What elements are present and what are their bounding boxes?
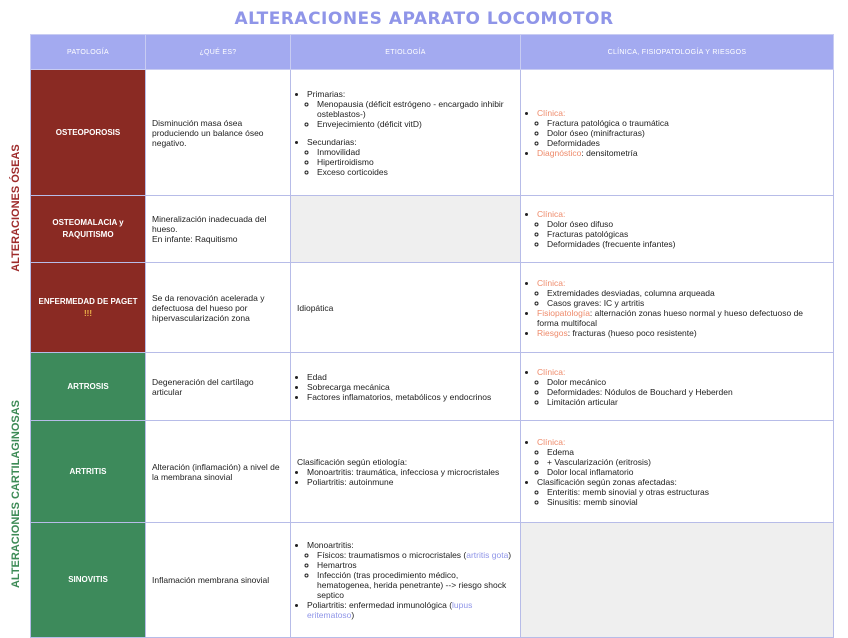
zonas-label: Clasificación según zonas afectadas:	[537, 476, 677, 487]
etiology-cell: Idiopática	[291, 263, 521, 353]
lupus-link[interactable]: lupus eritematoso	[307, 600, 473, 620]
list-item: ◦ Inmovilidad	[317, 147, 514, 157]
etiology-cell	[291, 421, 521, 523]
list-item: ◦ Fracturas patológicas	[547, 229, 827, 239]
list-item: ◦ Deformidades	[547, 138, 827, 148]
clinica-label: Clínica:	[537, 277, 566, 288]
diagnostico-label: Diagnóstico	[537, 147, 582, 158]
pathology-name: OSTEOMALACIA y RAQUITISMO	[31, 196, 146, 263]
page-title: ALTERACIONES APARATO LOCOMOTOR	[234, 9, 614, 29]
list-item: ◦ Fractura patológica o traumática	[547, 118, 827, 128]
list-item: • Monoartritis: traumática, infecciosa y microcristales	[307, 467, 514, 477]
list-item: ◦ Extremidades desviadas, columna arqueada	[547, 288, 827, 298]
clinical-cell	[521, 70, 834, 196]
warning-marks: !!!	[84, 308, 92, 318]
list-item: ◦ Dolor óseo (minifracturas)	[547, 128, 827, 138]
artritis-gota-link[interactable]: artritis gota	[466, 550, 509, 560]
group-label-oseas	[4, 66, 28, 350]
fisiopatologia-text: : alternación zonas hueso normal y hueso defectuoso de forma multifocal	[537, 307, 804, 328]
definition-cell: Degeneración del cartílago articular	[146, 353, 291, 421]
definition-cell: Disminución masa ósea produciendo un balance óseo negativo.	[146, 70, 291, 196]
list-item: ◦ Casos graves: IC y artritis	[547, 298, 827, 308]
group-label-cartilaginosas-text: ALTERACIONES CARTILAGINOSAS	[10, 399, 22, 589]
list-item: ◦ Dolor óseo difuso	[547, 219, 827, 229]
diagnostico-text: : densitometría	[581, 147, 638, 158]
header-patologia: PATOLOGÍA	[31, 35, 146, 70]
table-row-artritis	[31, 421, 834, 523]
etiology-label: Primarias:	[307, 88, 346, 99]
list-item: • Edad	[307, 372, 514, 382]
etiology-cell	[291, 70, 521, 196]
header-que-es: ¿QUÉ ES?	[146, 35, 291, 70]
list-item: ◦ Deformidades: Nódulos de Bouchard y Heberden	[547, 387, 827, 397]
pathology-name: SINOVITIS	[31, 523, 146, 638]
pathology-name: OSTEOPOROSIS	[31, 70, 146, 196]
etiology-intro: Clasificación según etiología:	[297, 456, 408, 467]
clinica-label: Clínica:	[537, 436, 566, 447]
definition-cell	[146, 196, 291, 263]
list-item: • Sobrecarga mecánica	[307, 382, 514, 392]
list-item: ◦ Limitación articular	[547, 397, 827, 407]
pathology-name-cell	[31, 263, 146, 353]
group-label-cartilaginosas	[4, 352, 28, 636]
group-label-oseas-text: ALTERACIONES ÓSEAS	[10, 144, 22, 272]
list-item: ◦ Envejecimiento (déficit vitD)	[317, 119, 514, 129]
riesgos-label: Riesgos	[537, 327, 568, 338]
list-item: ◦ Exceso corticoides	[317, 167, 514, 177]
empty-cell	[291, 196, 521, 263]
clinical-cell	[521, 196, 834, 263]
list-item: ◦ Edema	[547, 447, 827, 457]
clinical-cell	[521, 421, 834, 523]
clinica-label: Clínica:	[537, 209, 566, 219]
list-item: ◦ Infección (tras procedimiento médico, hematogenea, herida penetrante) --> riesgo shock septico	[317, 570, 514, 600]
definition-line: Mineralización inadecuada del hueso.	[152, 214, 267, 234]
clinical-cell	[521, 353, 834, 421]
clinica-label: Clínica:	[537, 107, 566, 118]
etiology-cell	[291, 523, 521, 638]
definition-line: En infante: Raquitismo	[152, 234, 238, 244]
riesgos-text: : fracturas (hueso poco resistente)	[567, 327, 697, 338]
definition-cell: Inflamación membrana sinovial	[146, 523, 291, 638]
clinica-label: Clínica:	[537, 366, 566, 377]
table-row-osteomalacia	[31, 196, 834, 263]
list-item: ◦ Enteritis: memb sinovial y otras estructuras	[547, 487, 827, 497]
list-item: ◦ + Vascularización (eritrosis)	[547, 457, 827, 467]
list-item: ◦ Dolor mecánico	[547, 377, 827, 387]
header-clinica: CLÍNICA, FISIOPATOLOGÍA Y RIESGOS	[521, 35, 834, 70]
pathology-name: ENFERMEDAD DE PAGET	[38, 296, 138, 306]
list-item: • Factores inflamatorios, metabólicos y endocrinos	[307, 392, 514, 402]
clinical-cell	[521, 263, 834, 353]
table-header-row	[31, 35, 834, 70]
table-row-artrosis	[31, 353, 834, 421]
table-row-osteoporosis	[31, 70, 834, 196]
list-item: ◦ Hemartros	[317, 560, 514, 570]
list-item: ◦ Menopausia (déficit estrógeno - encargado inhibir osteblastos-)	[317, 99, 514, 119]
list-item: ◦ Hipertiroidismo	[317, 157, 514, 167]
list-item: • Poliartritis: autoinmune	[307, 477, 514, 487]
pathology-name: ARTROSIS	[31, 353, 146, 421]
empty-cell	[521, 523, 834, 638]
header-etiologia: ETIOLOGÍA	[291, 35, 521, 70]
list-item: • Poliartritis: enfermedad inmunológica (lupus eritematoso)	[307, 600, 514, 620]
etiology-cell	[291, 353, 521, 421]
list-item: ◦ Deformidades (frecuente infantes)	[547, 239, 827, 249]
definition-cell: Se da renovación acelerada y defectuosa del hueso por hipervascularización zona	[146, 263, 291, 353]
table-row-sinovitis	[31, 523, 834, 638]
definition-cell: Alteración (inflamación) a nivel de la membrana sinovial	[146, 421, 291, 523]
pathology-name: ARTRITIS	[31, 421, 146, 523]
list-item: ◦ Sinusitis: memb sinovial	[547, 497, 827, 507]
pathology-table	[30, 34, 834, 638]
table-row-paget	[31, 263, 834, 353]
list-item: ◦ Dolor local inflamatorio	[547, 467, 827, 477]
etiology-label: Secundarias:	[307, 136, 357, 147]
fisiopatologia-label: Fisiopatología	[537, 307, 590, 318]
list-item: ◦ Físicos: traumatismos o microcristales (artritis gota)	[317, 550, 514, 560]
etiology-label: Monoartritis:	[307, 540, 354, 550]
